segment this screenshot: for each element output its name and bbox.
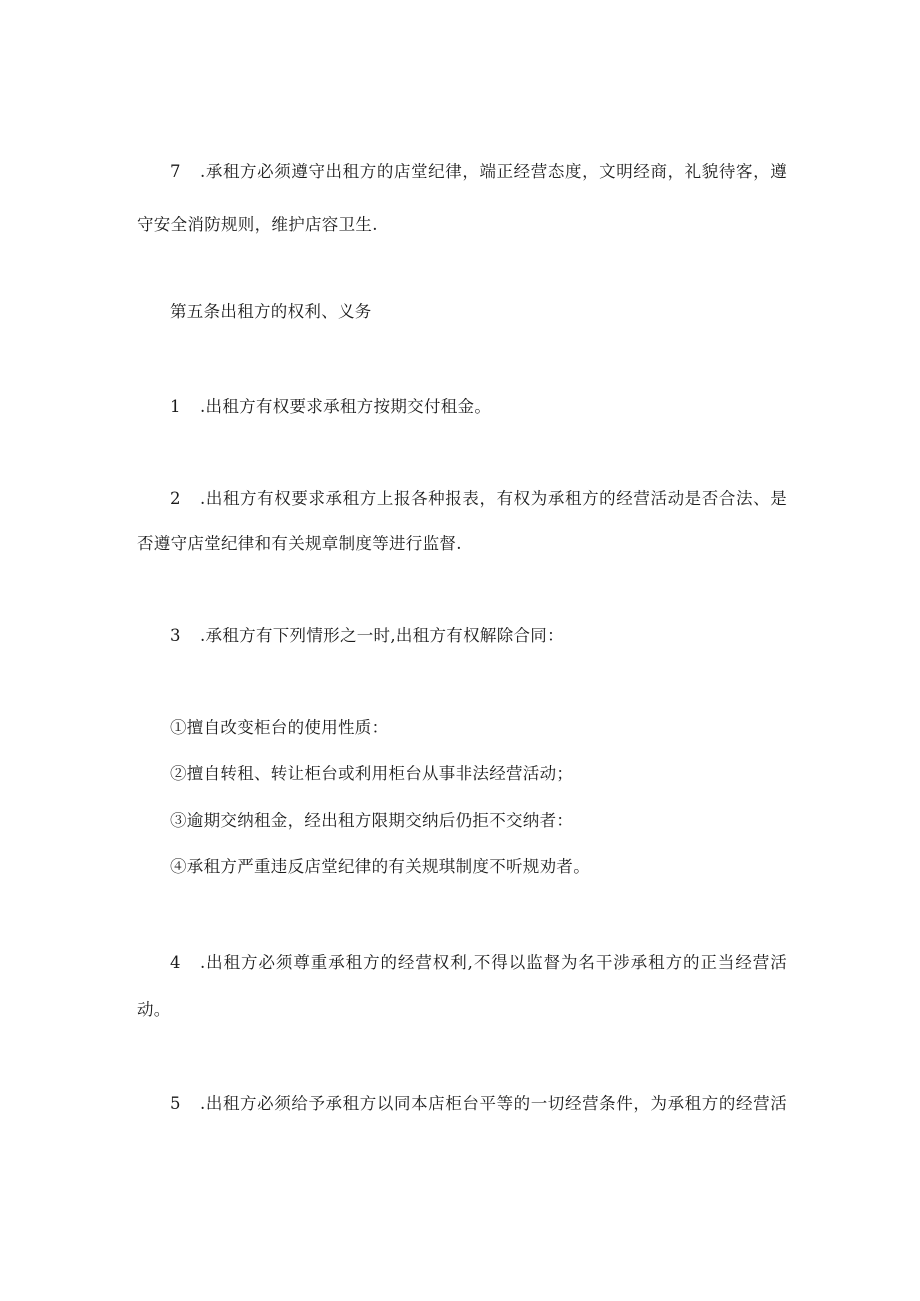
item-3-subitem-1: ①擅自改变柜台的使用性质： [170, 718, 389, 737]
item-5-number: 5 [170, 1094, 181, 1113]
item-3-number: 3 [170, 626, 181, 645]
item-5-text-1: .出租方必须给予承租方以同本店柜台平等的一切经营条件，为承租方的经营活 [200, 1094, 787, 1113]
item-4-number: 4 [170, 953, 181, 972]
item-2-text-1: .出租方有权要求承租方上报各种报表，有权为承租方的经营活动是否合法、是 [200, 489, 787, 508]
item-4-line-1 [170, 952, 787, 974]
item-7-text-1: .承租方必须遵守出租方的店堂纪律，端正经营态度，文明经商，礼貌待客，遵 [200, 162, 787, 181]
item-3-text-1: .承租方有下列情形之一时,出租方有权解除合同： [200, 626, 564, 645]
item-3-line-1 [170, 625, 787, 647]
item-7-number: 7 [170, 162, 181, 181]
item-3-subitem-2: ②擅自转租、转让柜台或利用柜台从事非法经营活动； [170, 764, 574, 783]
item-1-text-1: .出租方有权要求承租方按期交付租金。 [200, 397, 492, 416]
item-3-subitem-3: ③逾期交纳租金，经出租方限期交纳后仍拒不交纳者： [170, 811, 574, 830]
item-3-subitem-4: ④承租方严重违反店堂纪律的有关规琪制度不听规劝者。 [170, 857, 590, 876]
item-7-line-2: 守安全消防规则，维护店容卫生. [137, 215, 378, 234]
item-2-number: 2 [170, 489, 181, 508]
item-4-line-2: 动。 [137, 1000, 171, 1019]
item-5-line-1 [170, 1093, 787, 1115]
item-7-line-1 [170, 161, 787, 183]
item-1-line-1 [170, 396, 787, 418]
item-4-text-1: .出租方必须尊重承租方的经营权利,不得以监督为名干涉承租方的正当经营活 [200, 953, 787, 972]
item-1-number: 1 [170, 397, 181, 416]
section-heading: 第五条出租方的权利、义务 [170, 302, 372, 321]
item-2-line-1 [170, 488, 787, 510]
item-2-line-2: 否遵守店堂纪律和有关规章制度等进行监督. [137, 534, 462, 553]
